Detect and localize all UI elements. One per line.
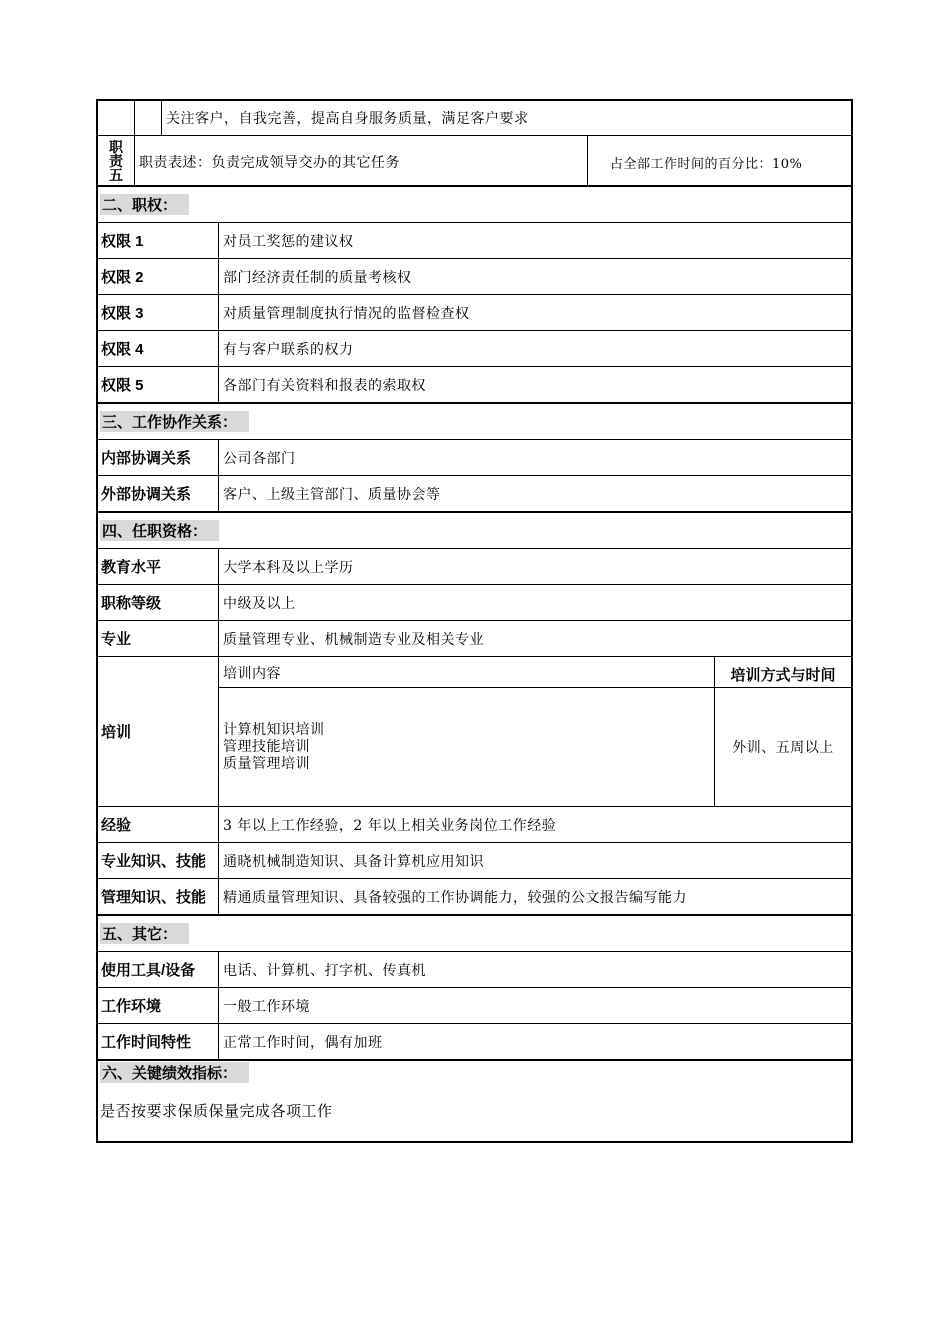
row-value: 中级及以上: [223, 595, 296, 612]
training-items: [219, 688, 714, 806]
authority-row: [96, 223, 853, 259]
row-label: 权限 4: [101, 341, 144, 358]
row-label: 工作环境: [101, 998, 162, 1015]
row-label: 权限 5: [101, 377, 144, 394]
other-row: [96, 1024, 853, 1061]
row-value: 大学本科及以上学历: [223, 559, 354, 576]
row-label: 使用工具/设备: [101, 962, 196, 979]
relations-section: [96, 404, 853, 440]
qualification-row: [96, 843, 853, 879]
training-label: 培训: [101, 724, 132, 741]
row-label: 权限 3: [101, 305, 144, 322]
other-section: [96, 916, 853, 952]
job-description-table: [96, 99, 853, 1143]
row-value: 公司各部门: [223, 450, 296, 467]
duty5-percent: 占全部工作时间的百分比：10%: [610, 157, 803, 172]
kpi-value: 是否按要求保质保量完成各项工作: [100, 1101, 333, 1120]
row-value: 正常工作时间，偶有加班: [223, 1034, 383, 1051]
row-value: 有与客户联系的权力: [223, 341, 354, 358]
training-content-header: 培训内容: [223, 666, 281, 682]
duty5-label: [98, 136, 134, 185]
row-value: 质量管理专业、机械制造专业及相关专业: [223, 631, 484, 648]
authority-row: [96, 331, 853, 367]
duty4-note: 关注客户，自我完善，提高自身服务质量，满足客户要求: [166, 111, 529, 127]
row-label: 经验: [101, 817, 132, 834]
duty5-label-char: 五: [109, 166, 123, 183]
section-heading: 二、职权：: [98, 187, 851, 222]
row-value: 通晓机械制造知识、具备计算机应用知识: [223, 853, 484, 870]
row-label: 权限 2: [101, 269, 144, 286]
row-label: 教育水平: [101, 559, 162, 576]
duty5-row: [96, 136, 853, 187]
other-row: [96, 952, 853, 988]
training-item: 质量管理培训: [223, 755, 310, 772]
duty5-label-char: 职: [109, 138, 123, 155]
qualification-row: [96, 621, 853, 657]
qualification-row: [96, 807, 853, 843]
training-method-header: 培训方式与时间: [730, 666, 836, 684]
duty5-desc: 职责表述：负责完成领导交办的其它任务: [139, 155, 400, 171]
authority-section: [96, 187, 853, 223]
section-heading: 六、关键绩效指标：: [98, 1061, 851, 1083]
row-label: 职称等级: [101, 595, 162, 612]
row-value: 一般工作环境: [223, 998, 310, 1015]
authority-row: [96, 367, 853, 404]
qualifications-section: [96, 513, 853, 549]
training-row: [96, 657, 853, 807]
row-label: 权限 1: [101, 233, 144, 250]
row-value: 电话、计算机、打字机、传真机: [223, 962, 426, 979]
duty4-row: [96, 99, 853, 136]
row-value: 各部门有关资料和报表的索取权: [223, 377, 426, 394]
row-label: 内部协调关系: [101, 450, 192, 467]
duty5-label-char: 责: [109, 152, 123, 169]
row-value: 客户、上级主管部门、质量协会等: [223, 486, 441, 503]
section-heading: 五、其它：: [98, 916, 851, 951]
row-label: 专业知识、技能: [101, 853, 207, 870]
row-label: 专业: [101, 631, 132, 648]
relations-row: [96, 440, 853, 476]
row-value: 3 年以上工作经验，2 年以上相关业务岗位工作经验: [223, 817, 557, 834]
row-value: 对员工奖惩的建议权: [223, 233, 354, 250]
training-item: 计算机知识培训: [223, 721, 325, 738]
qualification-row: [96, 879, 853, 916]
row-value: 对质量管理制度执行情况的监督检查权: [223, 305, 470, 322]
section-heading: 四、任职资格：: [98, 513, 851, 548]
authority-row: [96, 295, 853, 331]
row-label: 工作时间特性: [101, 1034, 192, 1051]
row-label: 外部协调关系: [101, 486, 192, 503]
kpi-section: [96, 1061, 853, 1143]
relations-row: [96, 476, 853, 513]
row-value: 部门经济责任制的质量考核权: [223, 269, 412, 286]
training-item: 管理技能培训: [223, 738, 310, 755]
section-heading: 三、工作协作关系：: [98, 404, 851, 439]
training-method: 外训、五周以上: [732, 740, 834, 756]
qualification-row: [96, 549, 853, 585]
row-label: 管理知识、技能: [101, 889, 207, 906]
row-value: 精通质量管理知识、具备较强的工作协调能力，较强的公文报告编写能力: [223, 889, 687, 906]
authority-row: [96, 259, 853, 295]
qualification-row: [96, 585, 853, 621]
other-row: [96, 988, 853, 1024]
